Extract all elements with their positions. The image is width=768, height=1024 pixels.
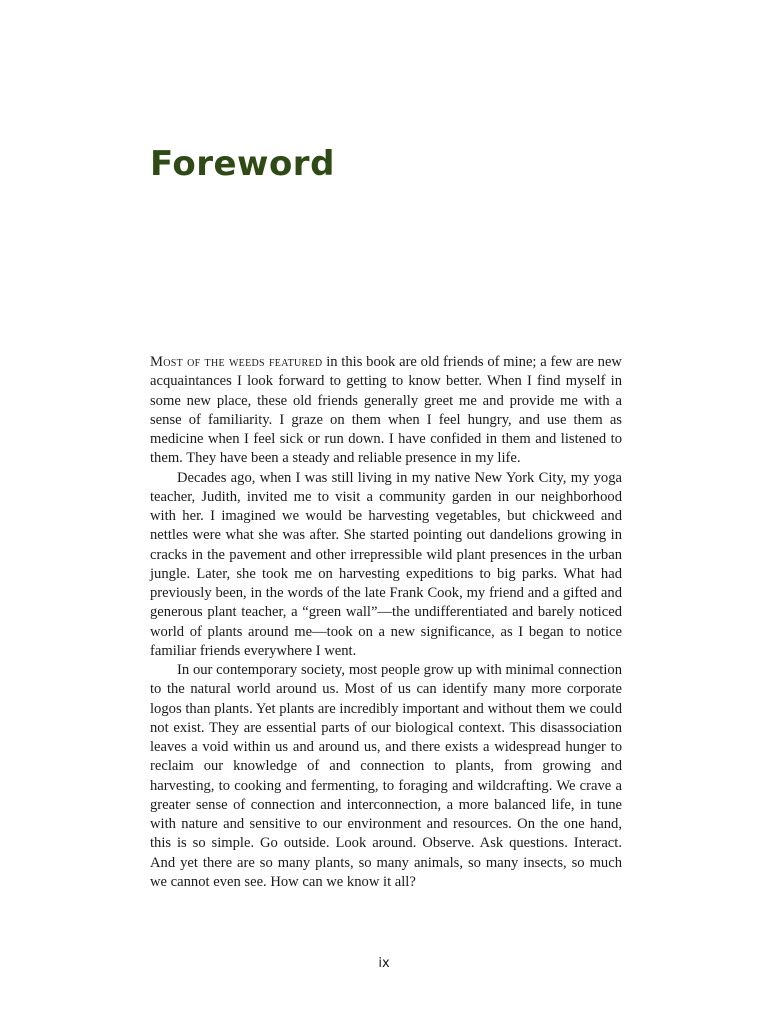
paragraph-1 xyxy=(150,353,622,469)
page-number: ix xyxy=(378,956,390,971)
paragraph-lead-in: Most of the weeds featured xyxy=(150,354,323,370)
body-text xyxy=(150,353,622,892)
paragraph-2: Decades ago, when I was still living in my native New York City, my yoga teacher, Judith, invited me to visit a community garden in our neighborhood with her. I imagined we would be harvesting vegetables, but chickweed and nettles were what she was after. She started pointing out dandelions growing in cracks in the pavement and other irrepressible wild plant presences in the urban jungle. Later, she took me on harvesting expeditions to big parks. What had previously been, in the words of the late Frank Cook, my friend and a gifted and generous plant teacher, a “green wall”—the undifferentiated and barely noticed world of plants around me—took on a new significance, as I began to notice familiar friends everywhere I went. xyxy=(150,469,622,659)
paragraph-3: In our contemporary society, most people grow up with minimal connection to the natural world around us. Most of us can identify many more corporate logos than plants. Yet plants are incredibly important and without them we could not exist. They are essential parts of our biological context. This disassociation leaves a void within us and around us, and there exists a widespread hunger to reclaim our knowledge of and connection to plants, from growing and harvesting, to cooking and fermenting, to foraging and wildcrafting. We crave a greater sense of connection and interconnection, a more balanced life, in tune with nature and sensitive to our environment and resources. On the one hand, this is so simple. Go outside. Look around. Observe. Ask questions. Interact. And yet there are so many plants, so many animals, so many insects, so much we cannot even see. How can we know it all? xyxy=(150,662,622,890)
chapter-title: Foreword xyxy=(150,144,335,184)
paragraph-1-text: in this book are old friends of mine; a few are new acquaintances I look forward to getting to know better. When I find myself in some new place, these old friends generally greet me and provide me with a sense of familiarity. I graze on them when I feel hungry, and use them as medicine when I feel sick or run down. I have confided in them and listened to them. They have been a steady and reliable presence in my life. xyxy=(150,354,622,467)
